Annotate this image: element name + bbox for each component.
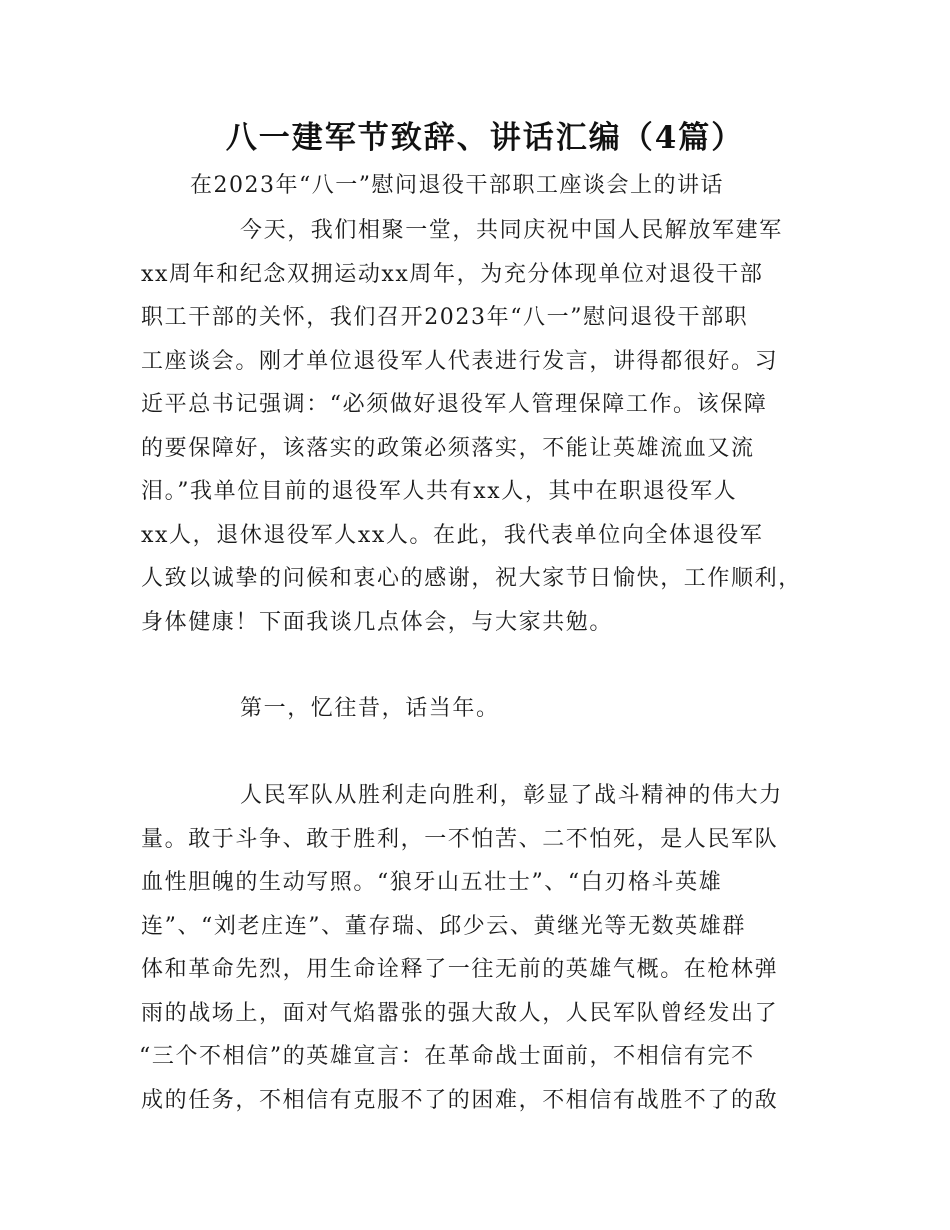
paragraph-line: xx人，退休退役军人xx人。在此，我代表单位向全体退役军 <box>141 523 764 548</box>
paragraph-line: 血性胆魄的生动写照。“狼牙山五壮士”、“白刃格斗英雄 <box>141 870 723 895</box>
document-title: 八一建军节致辞、讲话汇编（4篇） <box>225 120 745 156</box>
paragraph-line: 人民军队从胜利走向胜利，彰显了战斗精神的伟大力 <box>240 783 783 808</box>
paragraph-line: 今天，我们相聚一堂，共同庆祝中国人民解放军建军 <box>240 218 783 243</box>
paragraph-line: 体和革命先烈，用生命诠释了一往无前的英雄气概。在枪林弹 <box>141 957 779 982</box>
paragraph-line: 人致以诚挚的问候和衷心的感谢，祝大家节日愉快，工作顺利， <box>141 566 802 591</box>
paragraph-line: 成的任务，不相信有克服不了的困难，不相信有战胜不了的敌 <box>141 1088 779 1113</box>
paragraph-line: xx周年和纪念双拥运动xx周年，为充分体现单位对退役干部 <box>141 262 764 287</box>
paragraph-line: 职工干部的关怀，我们召开2023年“八一”慰问退役干部职 <box>141 305 749 330</box>
paragraph-line: 近平总书记强调：“必须做好退役军人管理保障工作。该保障 <box>141 392 768 417</box>
section-heading: 第一，忆往昔，话当年。 <box>240 696 500 721</box>
paragraph-line: 泪。”我单位目前的退役军人共有xx人，其中在职退役军人 <box>141 479 738 504</box>
paragraph-line: 量。敢于斗争、敢于胜利，一不怕苦、二不怕死，是人民军队 <box>141 827 779 852</box>
paragraph-line: 连”、“刘老庄连”、董存瑞、邱少云、黄继光等无数英雄群 <box>141 914 746 939</box>
paragraph-line: 身体健康！下面我谈几点体会，与大家共勉。 <box>141 610 614 635</box>
document-subtitle: 在2023年“八一”慰问退役干部职工座谈会上的讲话 <box>190 173 724 198</box>
paragraph-line: 工座谈会。刚才单位退役军人代表进行发言，讲得都很好。习 <box>141 349 779 374</box>
paragraph-line: “三个不相信”的英雄宣言：在革命战士面前，不相信有完不 <box>139 1044 755 1069</box>
paragraph-line: 的要保障好，该落实的政策必须落实，不能让英雄流血又流 <box>141 436 755 461</box>
paragraph-line: 雨的战场上，面对气焰嚣张的强大敌人，人民军队曾经发出了 <box>141 1001 779 1026</box>
